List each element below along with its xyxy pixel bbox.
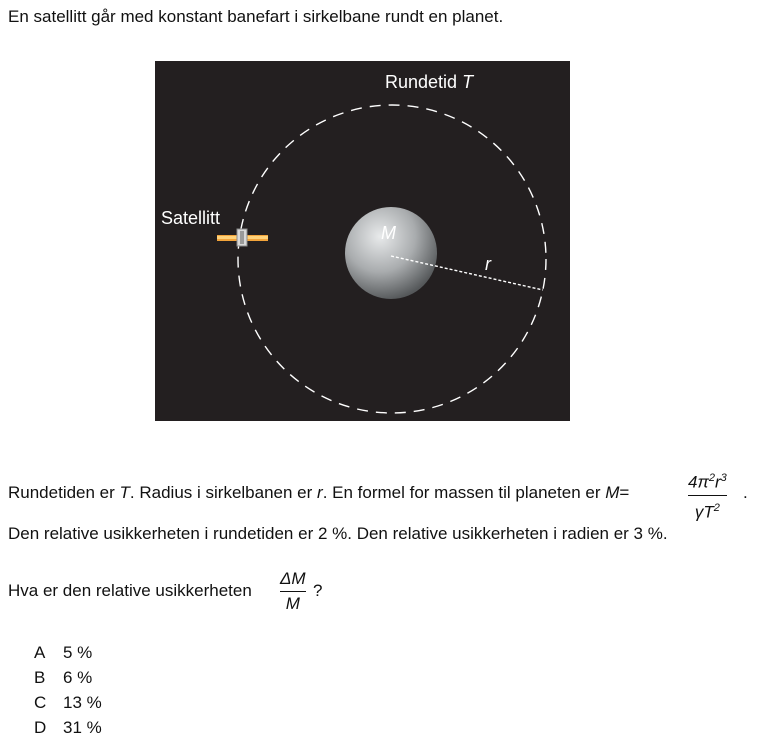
satellite-icon bbox=[217, 229, 268, 246]
mass-formula: $4\pi^2r^3$ $\gamma T^2$ bbox=[688, 472, 727, 522]
planet bbox=[345, 207, 437, 299]
relative-uncertainty-fraction: ΔM M bbox=[280, 569, 306, 613]
question bbox=[8, 568, 759, 618]
option-a[interactable]: A 5 % bbox=[34, 643, 93, 662]
intro-text: En satellitt går med konstant banefart i sirkelbane rundt en planet. bbox=[8, 7, 504, 26]
question-text: Hva er den relative usikkerheten bbox=[8, 581, 252, 600]
question-mark: ? bbox=[313, 581, 323, 600]
answer-options bbox=[34, 643, 102, 743]
orbit-diagram bbox=[155, 61, 570, 421]
problem-statement bbox=[8, 467, 759, 522]
option-b[interactable]: B 6 % bbox=[34, 668, 93, 687]
mass-label: M bbox=[381, 223, 396, 243]
option-c[interactable]: C 13 % bbox=[34, 693, 102, 712]
radius-label: r bbox=[485, 254, 491, 274]
orbit-figure bbox=[155, 61, 570, 421]
period-label: Rundetid T bbox=[385, 72, 474, 92]
option-d[interactable]: D 31 % bbox=[34, 718, 102, 737]
statement-text: Rundetiden er T. Radius i sirkelbanen er r. En formel for massen til planeten er M= bbox=[8, 483, 630, 502]
formula-period: . bbox=[743, 483, 748, 502]
uncertainty-text: Den relative usikkerheten i rundetiden er 2 %. Den relative usikkerheten i radien er 3 %. bbox=[8, 524, 668, 543]
satellite-label: Satellitt bbox=[161, 208, 221, 228]
